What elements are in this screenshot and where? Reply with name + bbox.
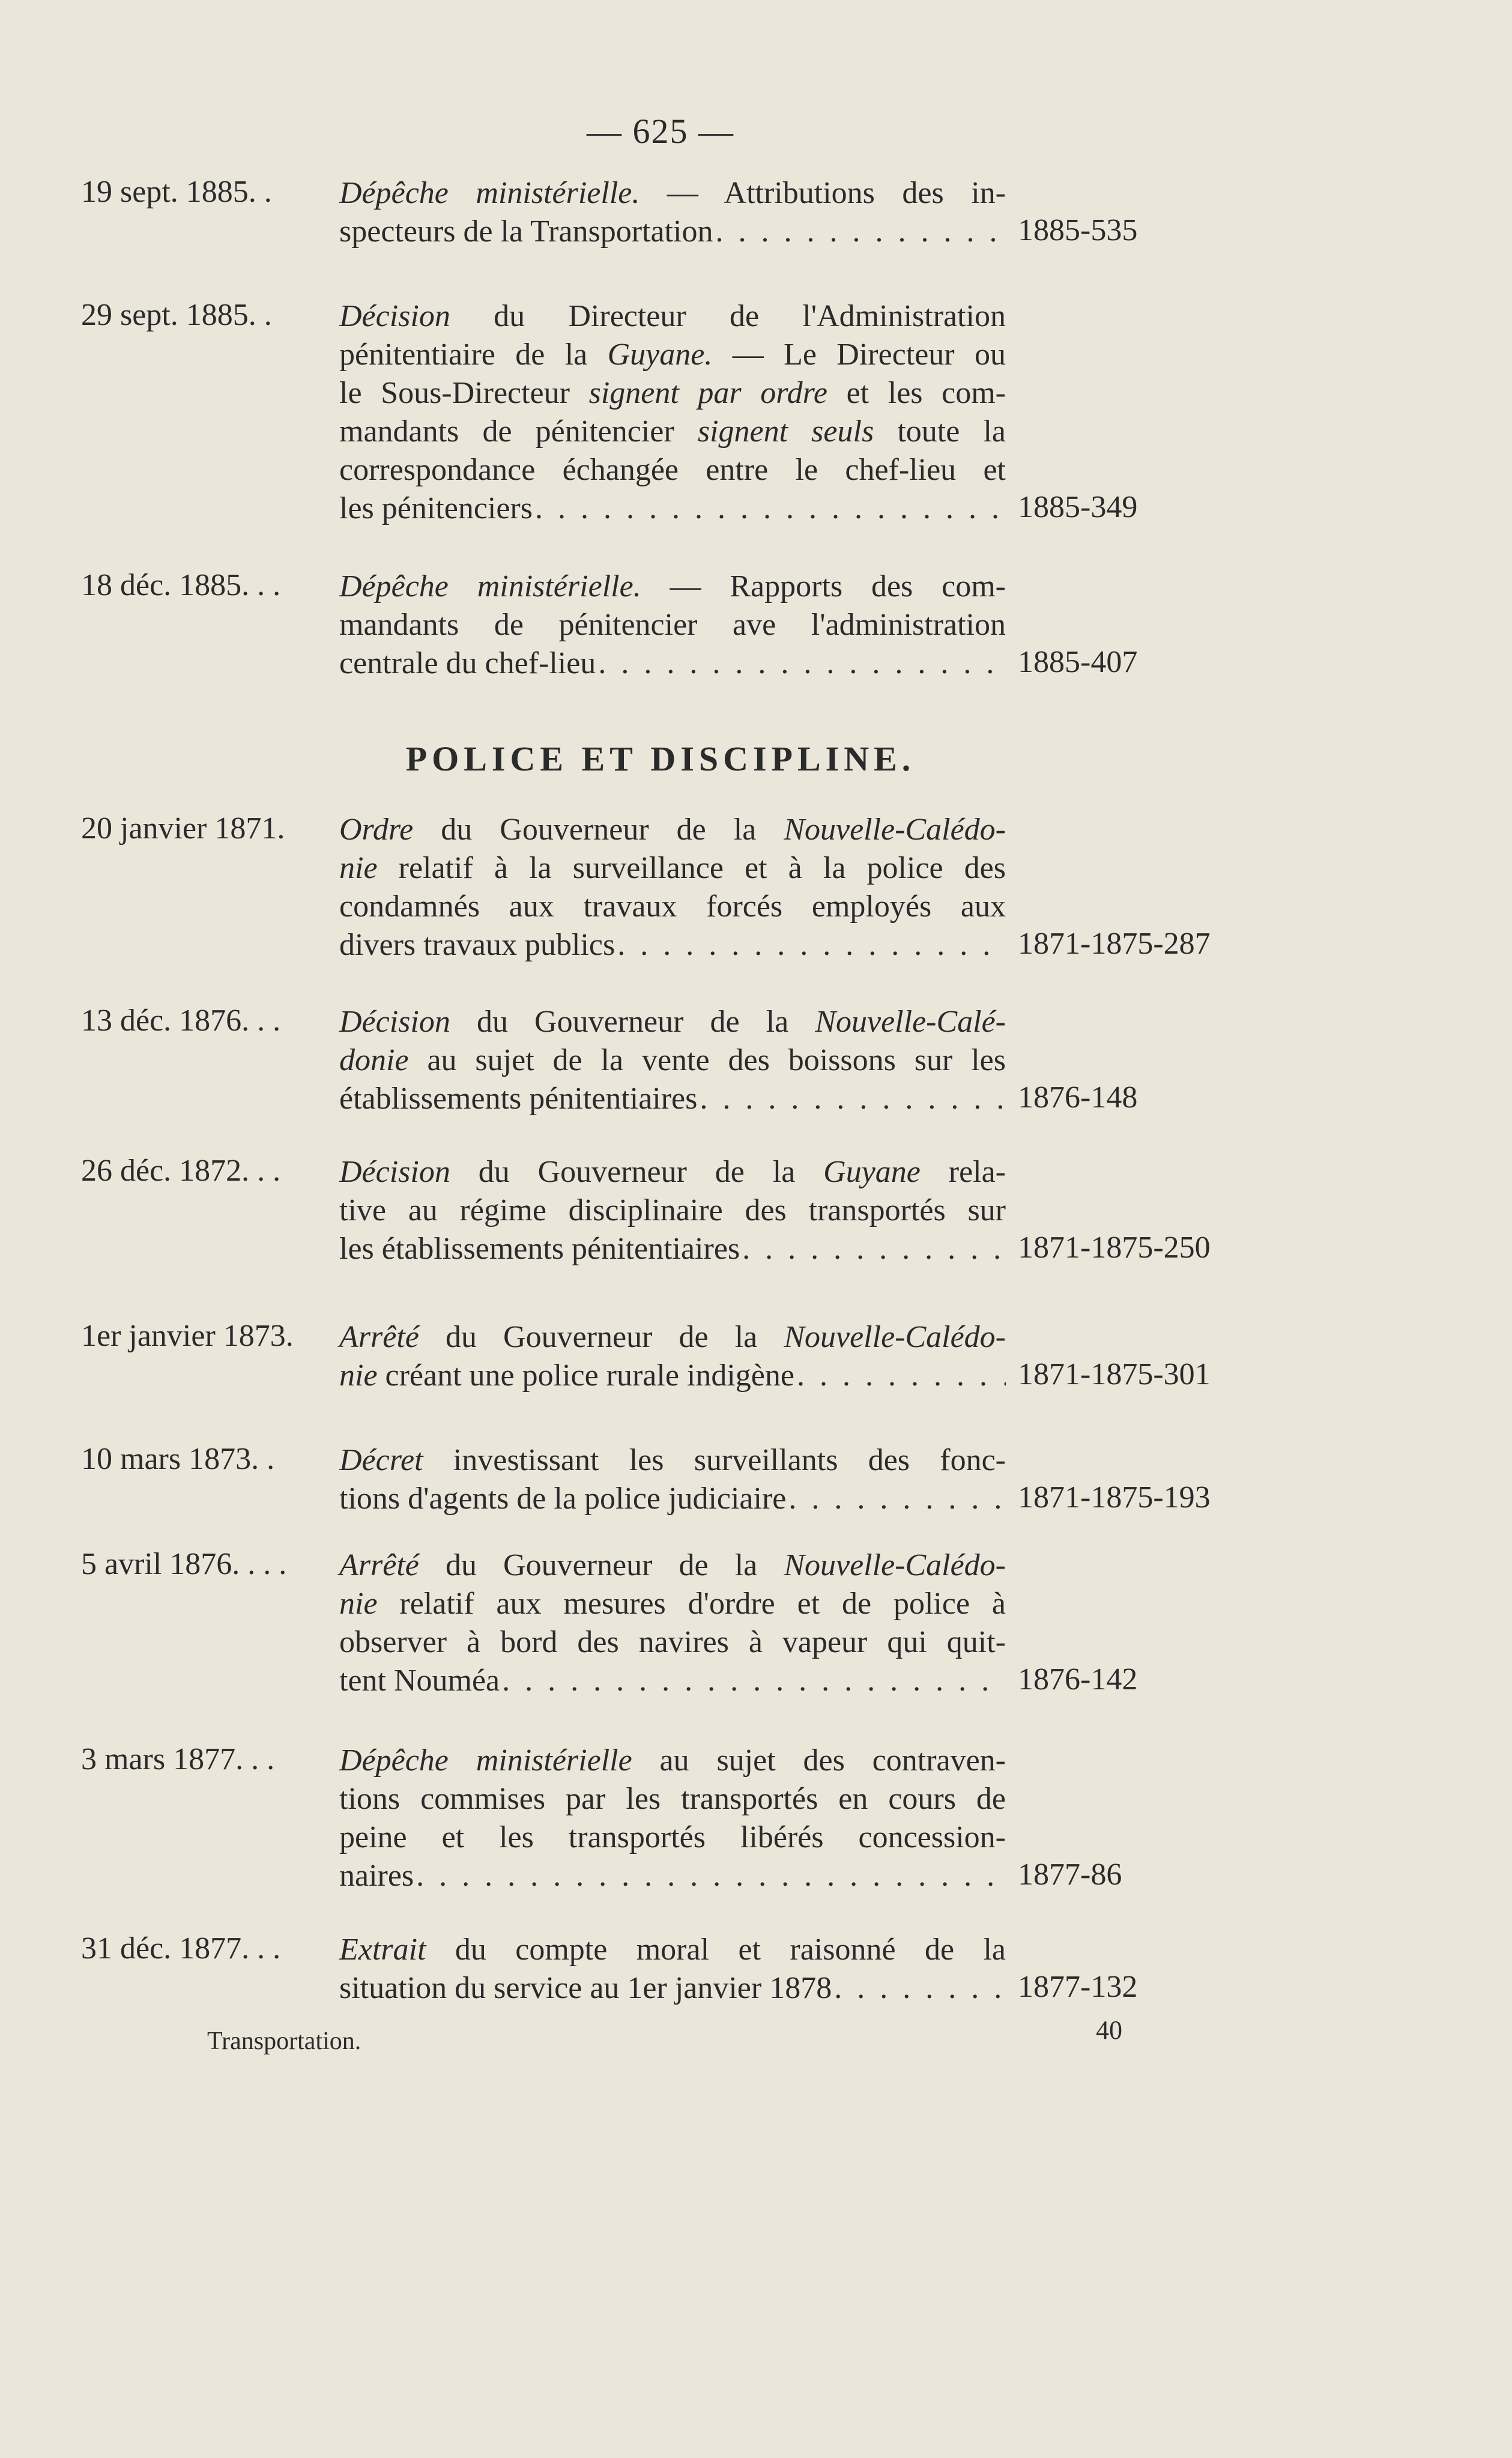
entry-date: 18 déc. 1885. . . [81,568,281,602]
entry-text [339,174,1006,251]
entry-text [339,1318,1006,1395]
entry-text-italic: Nouvelle-Calédo- [784,813,1006,847]
dot-leader [617,926,1006,964]
entry-text-line: toute la [874,414,1006,449]
entry-text-line: — Rapports des com- [641,569,1006,604]
entry-text-line: tent Nouméa [339,1663,500,1698]
entry-text-italic: Arrêté [339,1320,419,1354]
entry-date: 5 avril 1876. . . . [81,1547,287,1581]
entry-text-line: du compte moral et raisonné de la [426,1933,1006,1967]
dot-leader [535,489,1006,528]
entry-text-line: du Gouverneur de la [450,1005,815,1039]
entry-text-line: mandants de pénitencier [339,414,698,449]
section-title: POLICE ET DISCIPLINE. [405,739,916,778]
entry-text-line: du Gouverneur de la [450,1155,824,1189]
entry-date: 20 janvier 1871. [81,811,285,846]
entry-reference: 1885-407 [1018,645,1138,679]
dot-leader [715,213,1006,251]
entry-text-italic: nie [339,1587,378,1621]
dot-leader [700,1080,1006,1118]
dot-leader [598,644,1006,683]
entry-text-line: du Gouverneur de la [419,1548,784,1582]
entry-text-line: condamnés aux travaux forcés employés aux [339,889,1006,924]
entry-reference: 1871-1875-193 [1018,1480,1211,1515]
entry-text-line: situation du service au 1er janvier 1878 [339,1971,832,2005]
entry-date: 13 déc. 1876. . . [81,1003,281,1038]
entry-text-italic: Guyane. [607,338,713,372]
entry-text-italic: Dépêche ministérielle [339,1743,632,1778]
entry-text-line: pénitentiaire de la [339,338,608,372]
entry-text-line: au sujet de la vente des boissons sur les [408,1043,1006,1077]
entry-date: 10 mars 1873. . [81,1442,275,1476]
entry-reference: 1871-1875-287 [1018,927,1211,961]
entry-text-italic: Décision [339,1155,450,1189]
entry-text-line: divers travaux publics [339,928,615,962]
entry-text-line: centrale du chef-lieu [339,646,596,680]
entry-text-line: rela- [920,1155,1006,1189]
entry-reference: 1877-86 [1018,1857,1122,1892]
entry-text [339,811,1006,964]
entry-text-line: au sujet des contraven- [632,1743,1006,1778]
dot-leader [416,1857,1006,1895]
entry-text-italic: Arrêté [339,1548,419,1582]
entry-text-line: observer à bord des navires à vapeur qui quit- [339,1625,1006,1659]
entry-text-italic: Décision [339,1005,450,1039]
entry-text-line: mandants de pénitencier ave l'administration [339,608,1006,642]
entry-text-line: du Gouverneur de la [419,1320,784,1354]
dot-leader [742,1230,1006,1268]
entry-text-line: du Directeur de l'Administration [450,299,1006,333]
entry-date: 29 sept. 1885. . [81,298,272,332]
entry-text-italic: Nouvelle-Calédo- [784,1320,1006,1354]
entry-text-line: du Gouverneur de la [413,813,784,847]
dot-leader [834,1969,1006,2008]
entry-date: 26 déc. 1872. . . [81,1154,281,1188]
entry-text-line: établissements pénitentiaires [339,1082,698,1116]
entry-text-line: et les com- [827,376,1006,410]
entry-text-line: relatif aux mesures d'ordre et de police à [377,1587,1006,1621]
entry-text [339,1742,1006,1895]
entry-reference: 1877-132 [1018,1970,1138,2004]
entry-text [339,1153,1006,1268]
entry-text-line: peine et les transportés libérés concession- [339,1820,1006,1854]
entry-text-italic: Extrait [339,1933,426,1967]
entry-reference: 1871-1875-250 [1018,1231,1211,1265]
entry-reference: 1876-148 [1018,1080,1138,1115]
entry-date: 31 déc. 1877. . . [81,1931,281,1966]
entry-text-italic: donie [339,1043,409,1077]
entry-reference: 1885-349 [1018,490,1138,524]
entry-text-italic: nie [339,851,378,885]
entry-text-line: le Sous-Directeur [339,376,589,410]
entry-text [339,297,1006,528]
entry-text-italic: Ordre [339,813,414,847]
sheet-number: 40 [1096,2015,1122,2045]
entry-text-line: les pénitenciers [339,491,533,525]
footer-signature: Transportation. [207,2027,361,2055]
entry-text-italic: Dépêche ministérielle. [339,569,641,604]
entry-text-line: relatif à la surveillance et à la police des [377,851,1006,885]
dot-leader [788,1480,1006,1518]
entry-text [339,568,1006,683]
entry-text-line: investissant les surveillants des fonc- [423,1443,1006,1477]
entry-text-line: tions d'agents de la police judiciaire [339,1482,787,1516]
entry-text-line: tive au régime disciplinaire des transportés sur [339,1193,1006,1227]
entry-date: 19 sept. 1885. . [81,175,272,209]
entry-text-line: — Le Directeur ou [712,338,1006,372]
entry-date: 3 mars 1877. . . [81,1742,275,1776]
entry-reference: 1876-142 [1018,1662,1138,1697]
entry-text [339,1003,1006,1118]
dot-leader [797,1357,1006,1395]
entry-text-line: naires [339,1859,414,1893]
entry-text-line: créant une police rurale indigène [377,1358,794,1393]
entry-text-italic: Guyane [823,1155,921,1189]
entry-text-italic: signent par ordre [588,376,827,410]
page-number: — 625 — [587,112,734,151]
entry-text-italic: signent seuls [697,414,874,449]
entry-text-line: correspondance échangée entre le chef-lieu et [339,453,1006,487]
entry-date: 1er janvier 1873. [81,1319,294,1353]
entry-text [339,1931,1006,2008]
entry-text-line: — Attributions des in- [640,176,1006,210]
entry-reference: 1885-535 [1018,213,1138,247]
entry-text-italic: nie [339,1358,378,1393]
entry-text-line: tions commises par les transportés en cours de [339,1782,1006,1816]
entry-text-italic: Décision [339,299,450,333]
entry-text-italic: Décret [339,1443,423,1477]
entry-text-italic: Nouvelle-Calé- [815,1005,1006,1039]
entry-text [339,1441,1006,1518]
entry-reference: 1871-1875-301 [1018,1357,1211,1391]
entry-text-line: les établissements pénitentiaires [339,1232,740,1266]
dot-leader [502,1662,1006,1700]
entry-text-italic: Nouvelle-Calédo- [784,1548,1006,1582]
entry-text [339,1546,1006,1700]
entry-text-italic: Dépêche ministérielle. [339,176,640,210]
entry-text-line: specteurs de la Transportation [339,214,713,249]
